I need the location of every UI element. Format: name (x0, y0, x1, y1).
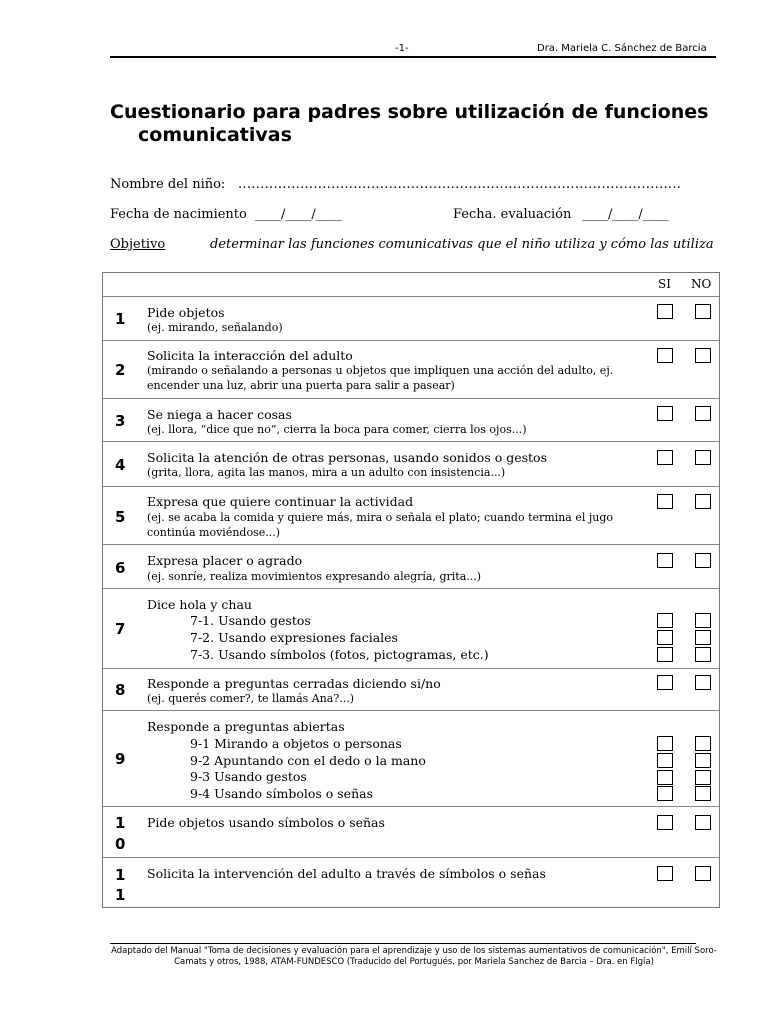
checkbox-si-9-4[interactable] (657, 786, 673, 801)
column-header-no: NO (691, 277, 712, 291)
checkbox-no-3[interactable] (695, 406, 711, 421)
checkbox-si-10[interactable] (657, 815, 673, 830)
item-sub-7-1: 7-1. Usando gestos (190, 613, 311, 628)
item-sub-9-1: 9-1 Mirando a objetos o personas (190, 736, 402, 751)
item-detail-1: (ej. mirando, señalando) (147, 321, 283, 334)
item-title-9: Responde a preguntas abiertas (147, 719, 345, 734)
item-detail-4: (grita, llora, agita las manos, mira a un adulto con insistencia...) (147, 466, 506, 479)
checkbox-si-11[interactable] (657, 866, 673, 881)
item-number-1: 1 (115, 310, 126, 328)
item-title-7: Dice hola y chau (147, 597, 252, 612)
checkbox-si-6[interactable] (657, 553, 673, 568)
checkbox-no-7-3[interactable] (695, 647, 711, 662)
item-sub-7-3: 7-3. Usando símbolos (fotos, pictogramas, etc.) (190, 647, 489, 662)
checkbox-no-4[interactable] (695, 450, 711, 465)
item-number-7: 7 (115, 620, 126, 638)
row-divider (103, 806, 719, 807)
item-sub-9-4: 9-4 Usando símbolos o señas (190, 786, 373, 801)
checkbox-no-7-2[interactable] (695, 630, 711, 645)
row-divider (103, 398, 719, 399)
checkbox-no-11[interactable] (695, 866, 711, 881)
row-divider (103, 296, 719, 297)
objective-text: determinar las funciones comunicativas que el niño utiliza y cómo las utiliza (210, 237, 714, 252)
child-name-label: Nombre del niño: (110, 177, 226, 192)
column-header-si: SI (658, 277, 671, 291)
row-divider (103, 668, 719, 669)
row-divider (103, 544, 719, 545)
footer-rule (110, 943, 696, 944)
checkbox-no-1[interactable] (695, 304, 711, 319)
checkbox-si-9-3[interactable] (657, 770, 673, 785)
item-number-8: 8 (115, 681, 126, 699)
checkbox-no-6[interactable] (695, 553, 711, 568)
item-detail-3: (ej. llora, “dice que no”, cierra la boca para comer, cierra los ojos...) (147, 423, 527, 436)
item-detail-8: (ej. querés comer?, te llamás Ana?...) (147, 692, 355, 705)
item-title-6: Expresa placer o agrado (147, 553, 303, 568)
item-title-8: Responde a preguntas cerradas diciendo si/no (147, 676, 441, 691)
checkbox-si-7-1[interactable] (657, 613, 673, 628)
title-line-2: comunicativas (138, 124, 292, 146)
row-divider (103, 441, 719, 442)
checkbox-no-8[interactable] (695, 675, 711, 690)
page-title (110, 101, 710, 147)
checkbox-si-9-1[interactable] (657, 736, 673, 751)
checkbox-si-2[interactable] (657, 348, 673, 363)
author-name: Dra. Mariela C. Sánchez de Barcia (537, 43, 707, 54)
item-title-10: Pide objetos usando símbolos o señas (147, 815, 385, 830)
checkbox-si-5[interactable] (657, 494, 673, 509)
item-title-11: Solicita la intervención del adulto a través de símbolos o señas (147, 866, 546, 881)
item-detail-6: (ej. sonríe, realiza movimientos expresando alegría, grita...) (147, 570, 482, 583)
item-title-2: Solicita la interacción del adulto (147, 348, 353, 363)
checkbox-si-7-3[interactable] (657, 647, 673, 662)
checkbox-no-10[interactable] (695, 815, 711, 830)
item-number-6: 6 (115, 559, 126, 577)
birth-date-label: Fecha de nacimiento (110, 207, 247, 222)
title-line-1: Cuestionario para padres sobre utilización de funciones (110, 101, 709, 123)
footer-note: Adaptado del Manual "Toma de decisiones y evaluación para el aprendizaje y uso de los sistemas aumentativos de comunicación", Emilí Soro-Camats y otros, 1988, ATAM-FUNDESCO (Traducido del Portugués, por Mariela Sanchez de Barcia – Dra. en Flgía) (111, 946, 717, 967)
row-divider (103, 588, 719, 589)
birth-date-field[interactable]: ____/____/____ (255, 207, 342, 222)
row-divider (103, 340, 719, 341)
checkbox-si-1[interactable] (657, 304, 673, 319)
checkbox-no-9-3[interactable] (695, 770, 711, 785)
header-rule (110, 56, 716, 58)
page-number: -1- (395, 43, 409, 54)
item-title-4: Solicita la atención de otras personas, usando sonidos o gestos (147, 450, 547, 465)
checkbox-si-3[interactable] (657, 406, 673, 421)
item-sub-7-2: 7-2. Usando expresiones faciales (190, 630, 398, 645)
item-number-4: 4 (115, 456, 126, 474)
item-title-3: Se niega a hacer cosas (147, 407, 292, 422)
item-sub-9-2: 9-2 Apuntando con el dedo o la mano (190, 753, 426, 768)
item-number-5: 5 (115, 508, 126, 526)
checkbox-si-9-2[interactable] (657, 753, 673, 768)
checkbox-no-2[interactable] (695, 348, 711, 363)
row-divider (103, 857, 719, 858)
checkbox-si-7-2[interactable] (657, 630, 673, 645)
item-number-9: 9 (115, 750, 126, 768)
questionnaire-table (102, 272, 720, 908)
item-title-5: Expresa que quiere continuar la actividad (147, 494, 414, 509)
checkbox-si-8[interactable] (657, 675, 673, 690)
row-divider (103, 710, 719, 711)
item-number-3: 3 (115, 412, 126, 430)
checkbox-no-5[interactable] (695, 494, 711, 509)
evaluation-date-label: Fecha. evaluación (453, 207, 572, 222)
row-divider (103, 486, 719, 487)
item-sub-9-3: 9-3 Usando gestos (190, 769, 307, 784)
item-number-2: 2 (115, 361, 126, 379)
checkbox-no-9-2[interactable] (695, 753, 711, 768)
checkbox-no-7-1[interactable] (695, 613, 711, 628)
checkbox-si-4[interactable] (657, 450, 673, 465)
item-title-1: Pide objetos (147, 305, 225, 320)
item-detail-2: (mirando o señalando a personas u objetos que impliquen una acción del adulto, ej. encender una luz, abrir una puerta para salir a pasear) (147, 364, 614, 392)
checkbox-no-9-4[interactable] (695, 786, 711, 801)
item-number-11-line1: 1 (115, 866, 126, 884)
item-number-10-line2: 0 (115, 835, 126, 853)
item-number-11-line2: 1 (115, 886, 126, 904)
item-detail-5: (ej. se acaba la comida y quiere más, mira o señala el plato; cuando termina el jugo continúa moviéndose...) (147, 511, 614, 539)
objective-label: Objetivo (110, 237, 166, 252)
checkbox-no-9-1[interactable] (695, 736, 711, 751)
child-name-field[interactable]: .................................................................................................... (238, 177, 682, 192)
item-number-10-line1: 1 (115, 814, 126, 832)
evaluation-date-field[interactable]: ____/____/____ (582, 207, 669, 222)
